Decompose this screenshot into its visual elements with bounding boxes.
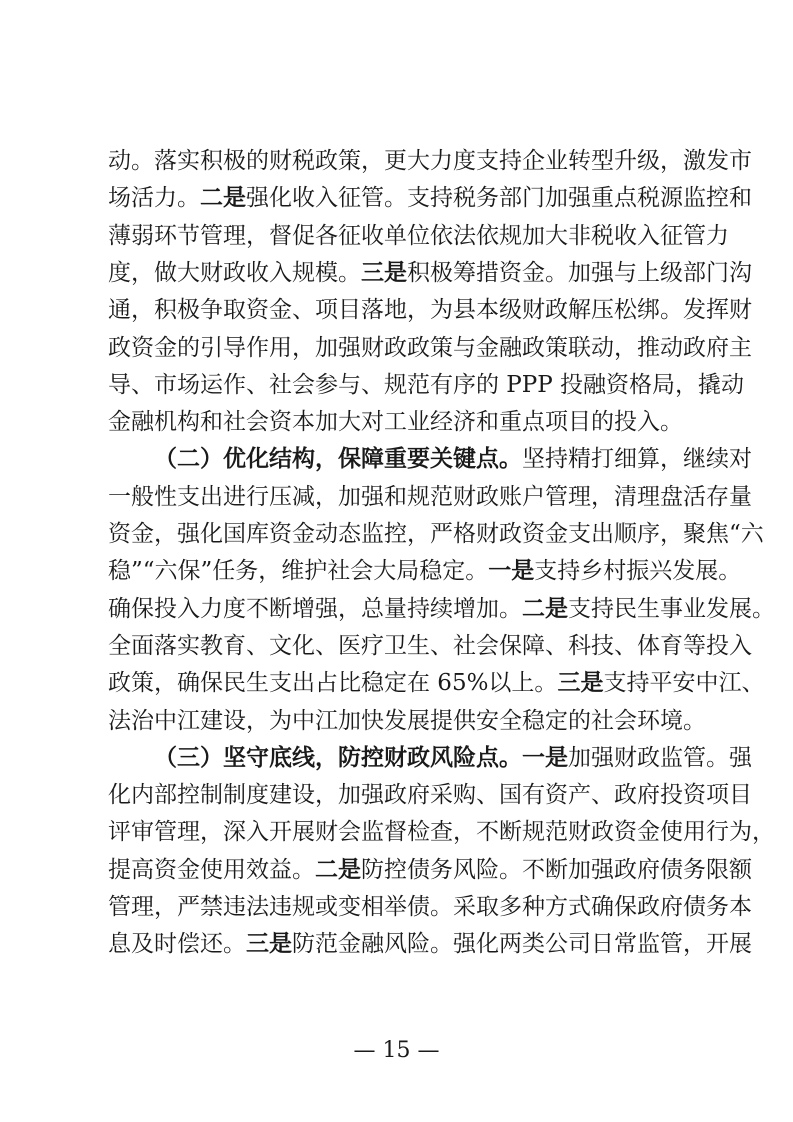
- bold-text: 三是: [246, 930, 292, 958]
- text-line: [108, 143, 752, 179]
- text-run: 政策，确保民生支出占比稳定在 65%以上。: [108, 670, 558, 697]
- text-line: [108, 665, 765, 701]
- text-run: 金融机构和社会资本加大对工业经济和重点项目的投入。: [108, 409, 683, 436]
- text-run: 坚持精打细算，继续对: [522, 446, 752, 473]
- text-line: [108, 628, 752, 664]
- text-run: 防控债务风险。不断加强政府债务限额: [361, 856, 752, 883]
- text-line: [108, 889, 752, 925]
- text-line: [108, 367, 745, 403]
- bold-text: 一是: [522, 743, 568, 771]
- text-line: [108, 777, 752, 813]
- text-run: 全面落实教育、文化、医疗卫生、社会保障、科技、体育等投入: [108, 632, 752, 659]
- text-run: 加强财政监管。强: [568, 744, 752, 771]
- text-line: [108, 516, 764, 552]
- text-run: 管理，严禁违法违规或变相举债。采取多种方式确保政府债务本: [108, 894, 752, 920]
- text-run: 评审管理，深入开展财会监督检查，不断规范财政资金使用行为，: [108, 819, 775, 846]
- text-run: 强化收入征管。支持税务部门加强重点税源监控和: [246, 185, 752, 212]
- text-line: [108, 330, 752, 366]
- bold-text: 二是: [315, 855, 361, 883]
- text-line: [108, 814, 775, 850]
- text-line: [108, 926, 752, 962]
- text-line: [108, 404, 688, 440]
- text-line: [108, 852, 752, 888]
- text-run: 提高资金使用效益。: [108, 856, 315, 883]
- text-run: 度，做大财政收入规模。: [108, 259, 361, 286]
- bold-text: 一是: [488, 557, 535, 585]
- text-run: 法治中江建设，为中江加快发展提供安全稳定的社会环境。: [108, 707, 706, 734]
- text-run: 动。落实积极的财税政策，更大力度支持企业转型升级，激发市: [108, 148, 752, 174]
- text-line: [108, 255, 752, 291]
- text-line: [108, 479, 752, 515]
- text-run: 稳”“六保”任务，维护社会大局稳定。: [108, 558, 489, 585]
- page-number: — 15 —: [353, 1038, 440, 1063]
- text-run: 积极筹措资金。加强与上级部门沟: [407, 259, 752, 286]
- text-run: 支持乡村振兴发展。: [534, 558, 742, 585]
- text-run: 化内部控制制度建设，加强政府采购、国有资产、政府投资项目: [108, 782, 752, 809]
- bold-text: 三是: [361, 258, 407, 286]
- text-line: [108, 703, 706, 739]
- text-line: [108, 591, 775, 627]
- text-line: [108, 292, 752, 328]
- text-line: [154, 441, 752, 477]
- text-run: 导、市场运作、社会参与、规范有序的 PPP 投融资格局，撬动: [108, 371, 745, 398]
- text-run: 政资金的引导作用，加强财政政策与金融政策联动，推动政府主: [108, 334, 752, 361]
- bold-text: 三是: [557, 669, 604, 697]
- text-run: 通，积极争取资金、项目落地，为县本级财政解压松绑。发挥财: [108, 297, 752, 324]
- bold-text: （二）优化结构，保障重要关键点。: [154, 445, 522, 473]
- text-run: 资金，强化国库资金动态监控，严格财政资金支出顺序，聚焦“六: [108, 521, 764, 547]
- text-run: 防范金融风险。强化两类公司日常监管，开展: [292, 931, 752, 958]
- text-run: 薄弱环节管理，督促各征收单位依法依规加大非税收入征管力: [108, 222, 729, 249]
- text-line: [108, 180, 752, 216]
- text-run: 息及时偿还。: [108, 931, 246, 958]
- text-run: 支持民生事业发展。: [568, 595, 775, 622]
- text-run: 一般性支出进行压减，加强和规范财政账户管理，清理盘活存量: [108, 483, 752, 510]
- text-line: [154, 740, 752, 776]
- text-run: 场活力。: [108, 185, 200, 212]
- bold-text: （三）坚守底线，防控财政风险点。: [154, 743, 522, 771]
- text-run: 支持平安中江、: [603, 670, 765, 697]
- text-run: 确保投入力度不断增强，总量持续增加。: [108, 595, 522, 622]
- text-line: [108, 218, 729, 254]
- bold-text: 二是: [200, 184, 246, 212]
- text-line: [108, 553, 742, 589]
- bold-text: 二是: [522, 594, 568, 622]
